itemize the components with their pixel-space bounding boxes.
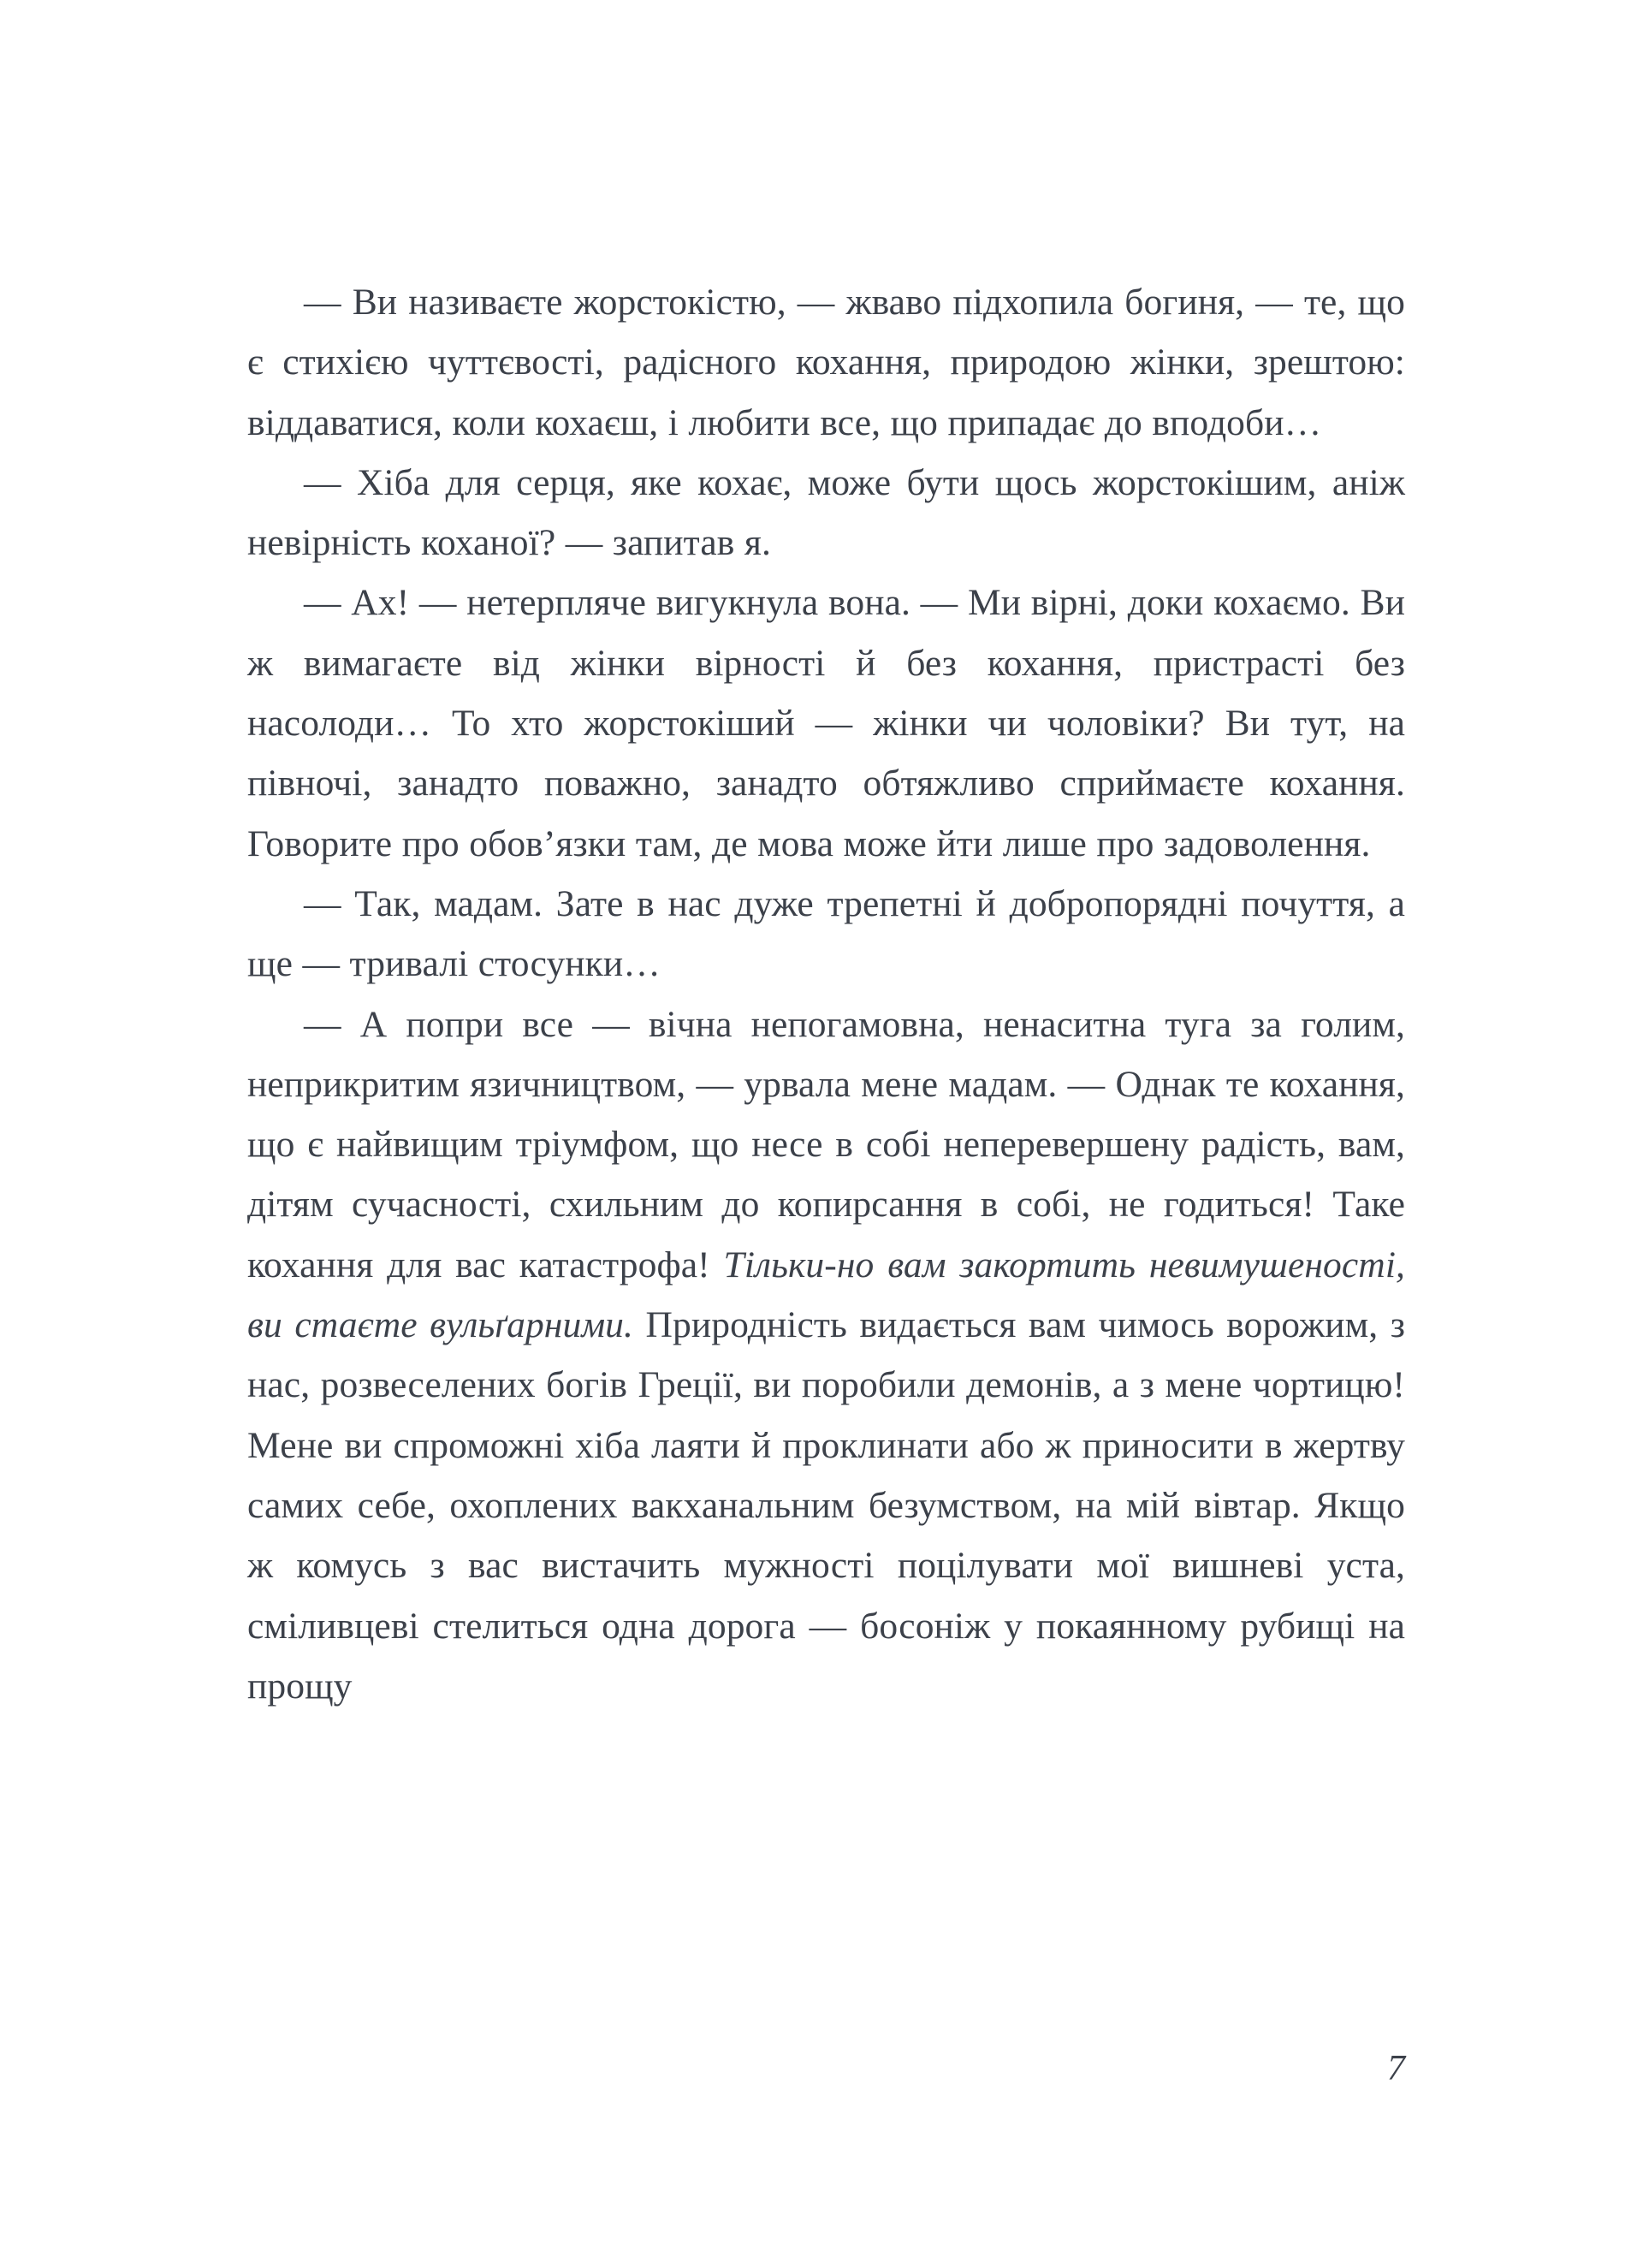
page-number: 7 <box>1387 2049 1405 2088</box>
paragraph: — Хіба для серця, яке кохає, може бути щось жорстокішим, аніж невірність коханої? — запитав я. <box>247 461 1405 564</box>
page-text-block <box>247 272 1405 1716</box>
paragraph: — Так, мадам. Зате в нас дуже трепетні й добропорядні почуття, а ще — тривалі стосунки… <box>247 882 1405 985</box>
paragraph-segment-tail: Природність видається вам чимось ворожим, з нас, розвеселених богів Греції, ви поробили демонів, а з мене чортицю! Мене ви спроможні хіба лаяти й проклинати або ж приносити в жертву самих себе, охоплених вакханальним безумством, на мій вівтар. Якщо ж комусь з вас вистачить мужності поцілувати мої вишневі уста, сміливцеві стелиться одна дорога — босоніж у покаянному рубищі на прощу <box>247 1304 1405 1707</box>
paragraph: — Ви називаєте жорстокістю, — жваво підхопила богиня, — те, що є стихією чуттєвості, радісного кохання, природою жінки, зрештою: віддаватися, коли кохаєш, і любити все, що припадає до вподоби… <box>247 282 1405 443</box>
paragraph <box>247 994 1405 1717</box>
paragraph-segment-lead: — А попри все — вічна непогамовна, ненаситна туга за голим, неприкритим язичництвом, — урвала мене мадам. — Однак те кохання, що є найвищим тріумфом, що несе в собі неперевершену радість, вам, дітям сучасності, схильним до копирсання в собі, не годиться! Таке кохання для вас катастрофа! <box>247 1003 1405 1285</box>
paragraph: — Ах! — нетерпляче вигукнула вона. — Ми вірні, доки кохаємо. Ви ж вимагаєте від жінки вірності й без кохання, пристрасті без насолоди… То хто жорстокіший — жінки чи чоловіки? Ви тут, на півночі, занадто поважно, занадто обтяжливо сприймаєте кохання. Говорите про обов’язки там, де мова може йти лише про задоволення. <box>247 582 1405 864</box>
paragraph-segment-emphasis: Тільки-но вам закортить невимушеності, ви стаєте вульґарними. <box>247 1244 1405 1346</box>
